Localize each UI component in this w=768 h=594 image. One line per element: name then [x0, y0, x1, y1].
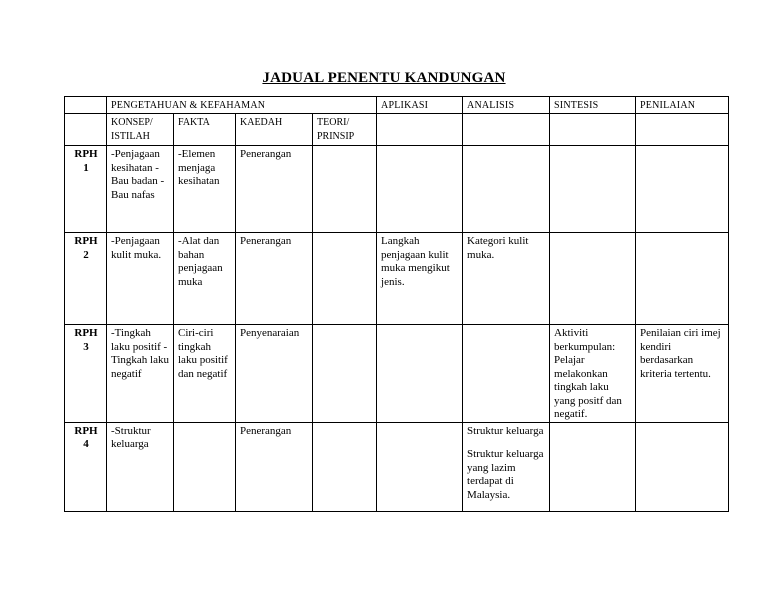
cell-fakta [174, 422, 236, 511]
empty-cell [463, 114, 550, 146]
cell-fakta: Ciri-ciri tingkah laku positif dan negatif [174, 325, 236, 423]
cell-sintesis [550, 422, 636, 511]
table-row [65, 146, 729, 233]
cell-analisis-extra: Struktur keluarga yang lazim terdapat di Malaysia. [467, 448, 544, 501]
rph-label [65, 422, 107, 511]
cell-konsep: -Struktur keluarga [107, 422, 174, 511]
cell-kaedah: Penerangan [236, 146, 313, 233]
cell-analisis-text: Struktur keluarga [467, 424, 544, 437]
cell-analisis [463, 325, 550, 423]
header-sintesis: SINTESIS [550, 97, 636, 114]
cell-teori [313, 146, 377, 233]
header-row-sub [65, 114, 729, 146]
corner-cell [65, 97, 107, 114]
cell-konsep: -Penjagaan kesihatan -Bau badan -Bau nafas [107, 146, 174, 233]
rph-text: RPH [74, 327, 98, 339]
cell-teori [313, 233, 377, 325]
rph-number: 3 [83, 340, 89, 353]
content-table [64, 96, 729, 512]
corner-cell [65, 114, 107, 146]
cell-analisis [463, 422, 550, 511]
header-konsep-line1: KONSEP/ [111, 117, 153, 128]
rph-number: 1 [83, 161, 89, 174]
cell-teori [313, 325, 377, 423]
header-row-main [65, 97, 729, 114]
header-aplikasi: APLIKASI [377, 97, 463, 114]
table-row [65, 422, 729, 511]
cell-aplikasi [377, 325, 463, 423]
header-konsep [107, 114, 174, 146]
rph-label [65, 146, 107, 233]
header-teori [313, 114, 377, 146]
header-teori-line2: PRINSIP [317, 130, 355, 142]
cell-sintesis: Aktiviti berkumpulan: Pelajar melakonkan tingkah laku yang positf dan negatif. [550, 325, 636, 423]
table-row [65, 233, 729, 325]
cell-teori [313, 422, 377, 511]
empty-cell [377, 114, 463, 146]
header-penilaian: PENILAIAN [636, 97, 729, 114]
cell-sintesis [550, 233, 636, 325]
rph-text: RPH [74, 148, 98, 160]
cell-aplikasi [377, 146, 463, 233]
cell-fakta: -Alat dan bahan penjagaan muka [174, 233, 236, 325]
cell-penilaian [636, 233, 729, 325]
cell-konsep: -Tingkah laku positif -Tingkah laku negatif [107, 325, 174, 423]
cell-penilaian [636, 422, 729, 511]
paragraph-gap [467, 438, 546, 448]
header-kaedah: KAEDAH [236, 114, 313, 146]
table-row [65, 325, 729, 423]
cell-fakta: -Elemen menjaga kesihatan [174, 146, 236, 233]
cell-penilaian: Penilaian ciri imej kendiri berdasarkan kriteria tertentu. [636, 325, 729, 423]
rph-label [65, 325, 107, 423]
page-title: JADUAL PENENTU KANDUNGAN [262, 70, 506, 86]
cell-kaedah: Penyenaraian [236, 325, 313, 423]
cell-konsep: -Penjagaan kulit muka. [107, 233, 174, 325]
cell-kaedah: Penerangan [236, 422, 313, 511]
empty-cell [550, 114, 636, 146]
cell-analisis [463, 146, 550, 233]
header-fakta: FAKTA [174, 114, 236, 146]
cell-sintesis [550, 146, 636, 233]
rph-number: 2 [83, 248, 89, 261]
cell-analisis: Kategori kulit muka. [463, 233, 550, 325]
header-konsep-line2: ISTILAH [111, 130, 150, 142]
cell-aplikasi: Langkah penjagaan kulit muka mengikut jenis. [377, 233, 463, 325]
rph-text: RPH [74, 424, 98, 437]
header-teori-line1: TEORI/ [317, 117, 350, 128]
cell-penilaian [636, 146, 729, 233]
rph-number: 4 [83, 438, 89, 450]
cell-aplikasi [377, 422, 463, 511]
cell-kaedah: Penerangan [236, 233, 313, 325]
empty-cell [636, 114, 729, 146]
rph-text: RPH [74, 235, 98, 247]
header-analisis: ANALISIS [463, 97, 550, 114]
header-pengetahuan: PENGETAHUAN & KEFAHAMAN [107, 97, 377, 114]
rph-label [65, 233, 107, 325]
